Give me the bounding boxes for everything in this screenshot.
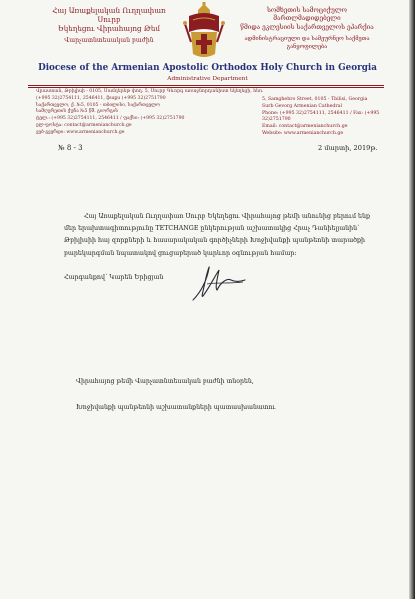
header-divider-thin xyxy=(28,87,384,88)
body-line: Հայ Առաքելական Ուղղափառ Սուրբ Եկեղեցու Վիրահայոց թեմի անունից բերում ենք xyxy=(84,213,371,220)
reference-number: № 8 - 3 xyxy=(58,144,83,152)
footer-line: Խոջիվանքի պանթեոնի աշխատանքների պատասխանատու xyxy=(76,404,276,411)
header-armenian xyxy=(46,6,172,45)
header-armenian-line-2: Եկեղեցու Վիրահայոց Թեմ xyxy=(58,24,160,33)
letterhead-department: Administrative Department xyxy=(167,76,248,82)
address-english-line: Phone: (+995 32)2754111, 2546411 / Fax: (+995 32)2751790 xyxy=(262,110,380,123)
footer-line: Վիրահայոց թեմի Վարչատնտեսական բաժնի տնօրեն, xyxy=(76,378,254,385)
address-local-line: სამღერეთის ქუჩა №5 წმ. გიორგის xyxy=(36,109,119,115)
body-line: մեր երախտագիտությունը TETCHANGE ընկերության աշխատակից Հրաչ Դանիելյանին՝ xyxy=(64,225,360,233)
letterhead-title: Diocese of the Armenian Apostolic Orthodox Holy Church in Georgia xyxy=(38,63,377,73)
address-english-line: Website: www.armenianchurch.ge xyxy=(262,130,344,136)
address-block-local xyxy=(36,89,266,137)
address-english-line: Email: contact@armenianchurch.ge xyxy=(262,124,348,130)
header-armenian-department: Վարչատնտեսական բաժին xyxy=(64,37,154,44)
handwritten-signature xyxy=(187,262,247,304)
address-block-english xyxy=(262,97,392,138)
address-english-line: 5, Samghebro Street, 0105 - Tbilisi, Georgia xyxy=(262,97,368,102)
letter-body xyxy=(64,211,382,260)
header-georgian xyxy=(236,6,378,51)
page-edge-shadow xyxy=(409,0,415,599)
signer-titles xyxy=(76,369,276,421)
address-local-line: ვებ-გვერდი: www.armenianchurch.ge xyxy=(36,129,125,135)
signer-name: Հարգանքով՝ Կարեն Երիցյան xyxy=(64,274,164,281)
address-local-line: ელ-ფოსტა: contact@armenianchurch.ge xyxy=(36,122,132,128)
address-english-line: Surb Gevorg Armenian Cathedral xyxy=(262,103,342,109)
header-georgian-line-2: წმიდა ეკლესიის საქართველოს ეპარქია xyxy=(240,22,374,31)
header-armenian-line-1: Հայ Առաքելական Ուղղափառ Սուրբ xyxy=(52,6,166,24)
address-local-line: საქართველო, ქ. №5, 0105 - თბილისი, საქართველო xyxy=(36,102,160,108)
address-local-line: Վրաստան, Թբիլիսի - 0105, Սամղերեթ փող. 5, Սուրբ Գևորգ առաջնորդանիստ եկեղեցի, հեռ. (+995 32)2754111, 2546411, ֆաքս (+995 32)2751790 xyxy=(36,89,264,101)
header-georgian-line-1: სომხეთის სამოციქულო მართლმადიდებელი xyxy=(267,6,347,23)
header-georgian-department: ადმინისტრაციული და სამეურნეო საქმეთა განყოფილება xyxy=(244,35,370,51)
body-line: Թբիլիսիի հայ զորքների և հասարակական գործիչների Խոջիվանքի պանթեոնի տարածքի xyxy=(64,237,366,245)
header-divider xyxy=(28,85,384,86)
address-local-line: ტელ.: (+995 32)2754111, 2546411 / ფაქსი: (+995 32)2751790 xyxy=(36,116,185,122)
diocese-emblem-icon xyxy=(179,2,229,60)
letter-date: 2 մարտի, 2019թ. xyxy=(318,144,378,152)
body-line: բարեկարգման նպատակով ցուցաբերած կարևոր օգնության համար: xyxy=(64,249,297,257)
